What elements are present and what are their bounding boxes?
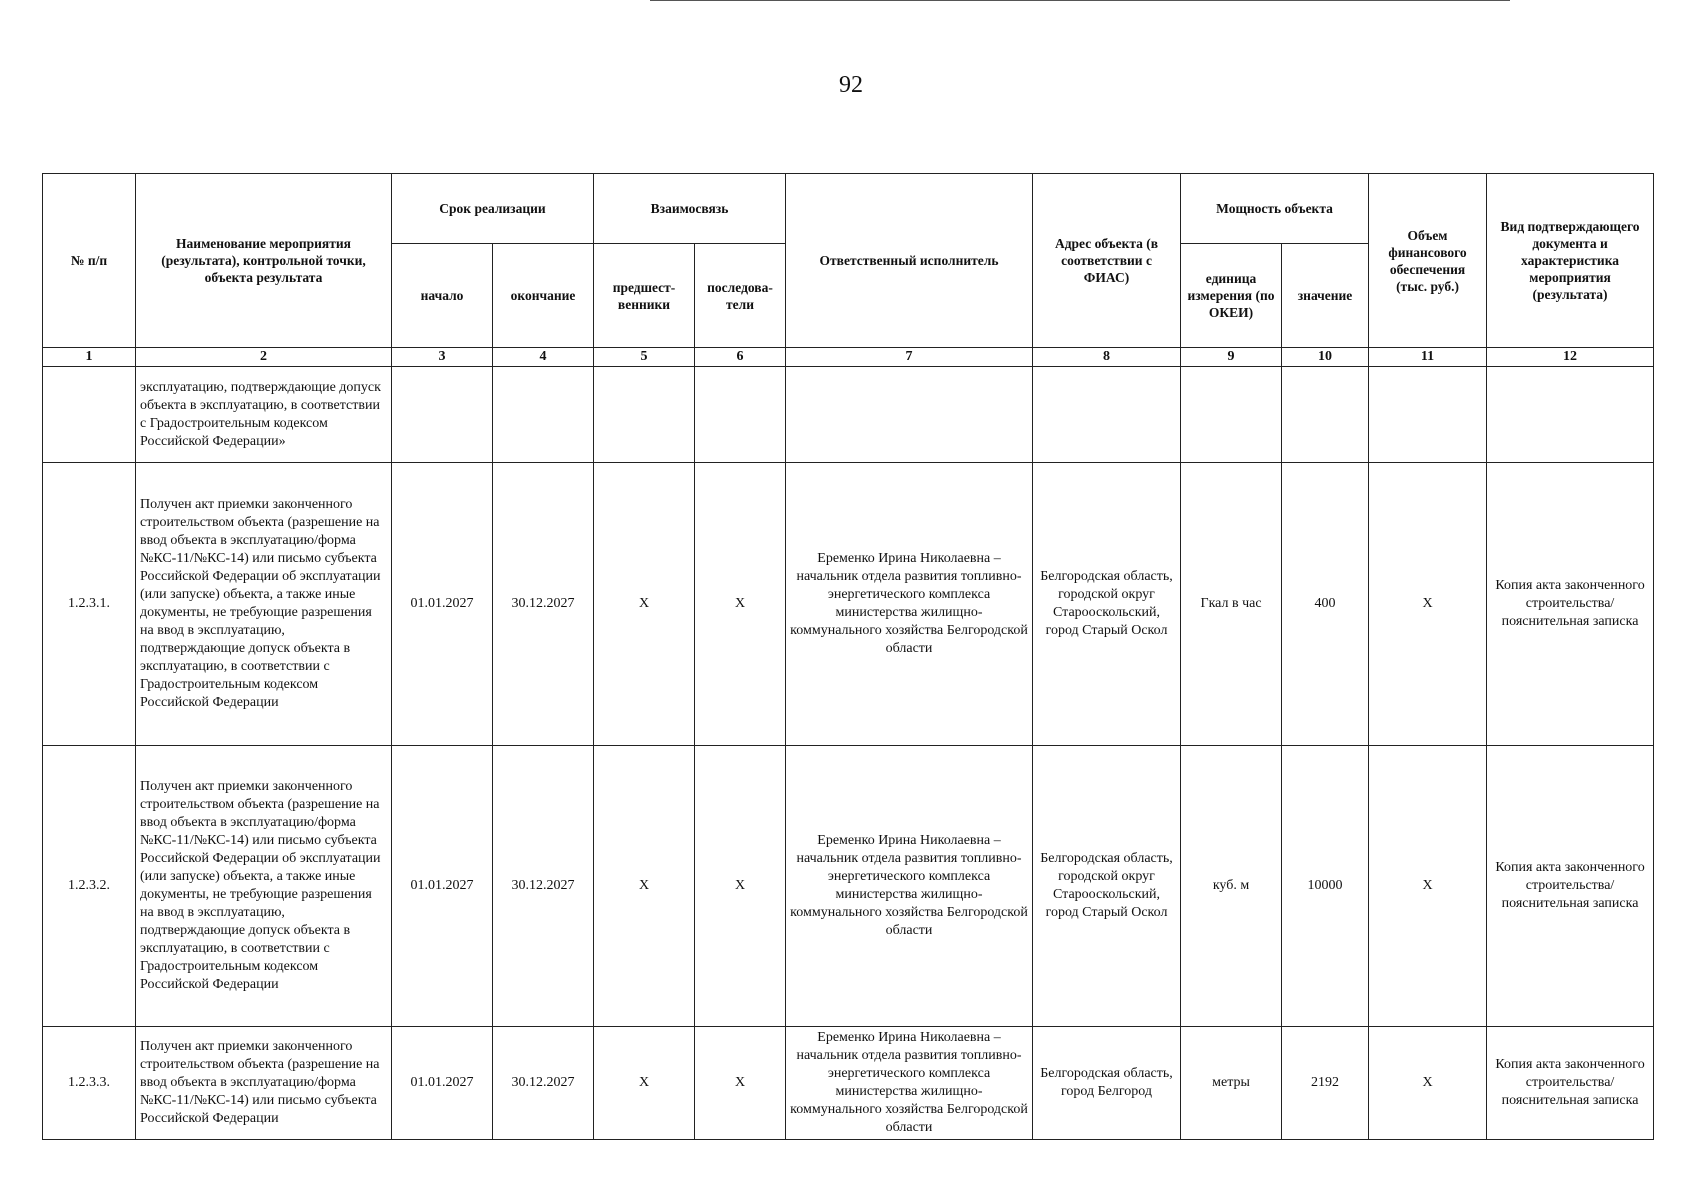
start-date: 01.01.2027 — [392, 463, 493, 746]
header-successors: последова-тели — [695, 244, 786, 348]
header-value: значение — [1282, 244, 1369, 348]
empty-cell — [493, 367, 594, 463]
end-date: 30.12.2027 — [493, 463, 594, 746]
predecessors-value: X — [594, 746, 695, 1027]
header-name: Наименование мероприятия (результата), контрольной точки, объекта результата — [136, 174, 392, 348]
header-period: Срок реализации — [392, 174, 594, 244]
column-numbers-row — [43, 348, 1654, 367]
header-num: № п/п — [43, 174, 136, 348]
row-number: 1.2.3.1. — [43, 463, 136, 746]
continuation-num-cell — [43, 367, 136, 463]
header-unit: единица измерения (по ОКЕИ) — [1181, 244, 1282, 348]
empty-cell — [695, 367, 786, 463]
end-date: 30.12.2027 — [493, 746, 594, 1027]
event-name: Получен акт приемки законченного строительством объекта (разрешение на ввод объекта в эксплуатацию/форма №КС-11/№КС-14) или письмо субъекта Российской Федерации об эксплуатации (или запуске) объекта, а также иные документы, не требующие разрешения на ввод в эксплуатацию, подтверждающие допуск объекта в эксплуатацию, в соответствии с Градостроительным кодексом Российской Федерации — [136, 463, 392, 746]
start-date: 01.01.2027 — [392, 746, 493, 1027]
header-document: Вид подтверждающего документа и характеристика мероприятия (результата) — [1487, 174, 1654, 348]
successors-value: X — [695, 463, 786, 746]
empty-cell — [786, 367, 1033, 463]
column-number: 8 — [1033, 348, 1181, 367]
responsible-executor: Еременко Ирина Николаевна – начальник отдела развития топливно-энергетического комплекса министерства жилищно-коммунального хозяйства Белгородской области — [786, 463, 1033, 746]
empty-cell — [594, 367, 695, 463]
empty-cell — [1181, 367, 1282, 463]
header-row-1 — [43, 174, 1654, 244]
column-number: 4 — [493, 348, 594, 367]
page-number: 92 — [839, 72, 863, 98]
empty-cell — [392, 367, 493, 463]
event-name: Получен акт приемки законченного строительством объекта (разрешение на ввод объекта в эксплуатацию/форма №КС-11/№КС-14) или письмо субъекта Российской Федерации — [136, 1027, 392, 1140]
object-address: Белгородская область, городской округ Старооскольский, город Старый Оскол — [1033, 746, 1181, 1027]
column-number: 6 — [695, 348, 786, 367]
column-number: 12 — [1487, 348, 1654, 367]
predecessors-value: X — [594, 463, 695, 746]
column-number: 7 — [786, 348, 1033, 367]
column-number: 11 — [1369, 348, 1487, 367]
events-table — [42, 173, 1654, 1140]
document-type: Копия акта законченного строительства/ пояснительная записка — [1487, 463, 1654, 746]
capacity-value: 2192 — [1282, 1027, 1369, 1140]
header-end: окончание — [493, 244, 594, 348]
header-capacity: Мощность объекта — [1181, 174, 1369, 244]
row-number: 1.2.3.3. — [43, 1027, 136, 1140]
capacity-unit: Гкал в час — [1181, 463, 1282, 746]
finance-value: X — [1369, 746, 1487, 1027]
empty-cell — [1369, 367, 1487, 463]
start-date: 01.01.2027 — [392, 1027, 493, 1140]
object-address: Белгородская область, город Белгород — [1033, 1027, 1181, 1140]
successors-value: X — [695, 1027, 786, 1140]
empty-cell — [1282, 367, 1369, 463]
responsible-executor: Еременко Ирина Николаевна – начальник отдела развития топливно-энергетического комплекса министерства жилищно-коммунального хозяйства Белгородской области — [786, 746, 1033, 1027]
finance-value: X — [1369, 463, 1487, 746]
column-number: 9 — [1181, 348, 1282, 367]
column-number: 5 — [594, 348, 695, 367]
column-number: 1 — [43, 348, 136, 367]
empty-cell — [1033, 367, 1181, 463]
end-date: 30.12.2027 — [493, 1027, 594, 1140]
header-predecessors: предшест-венники — [594, 244, 695, 348]
predecessors-value: X — [594, 1027, 695, 1140]
finance-value: X — [1369, 1027, 1487, 1140]
column-number: 3 — [392, 348, 493, 367]
column-number: 10 — [1282, 348, 1369, 367]
capacity-value: 400 — [1282, 463, 1369, 746]
empty-cell — [1487, 367, 1654, 463]
responsible-executor: Еременко Ирина Николаевна – начальник отдела развития топливно-энергетического комплекса министерства жилищно-коммунального хозяйства Белгородской области — [786, 1027, 1033, 1140]
document-type: Копия акта законченного строительства/ пояснительная записка — [1487, 746, 1654, 1027]
top-rule — [650, 0, 1510, 1]
capacity-value: 10000 — [1282, 746, 1369, 1027]
row-number: 1.2.3.2. — [43, 746, 136, 1027]
table-row — [43, 463, 1654, 746]
header-finance: Объем финансового обеспечения (тыс. руб.) — [1369, 174, 1487, 348]
column-number: 2 — [136, 348, 392, 367]
header-executor: Ответственный исполнитель — [786, 174, 1033, 348]
header-address: Адрес объекта (в соответствии с ФИАС) — [1033, 174, 1181, 348]
header-link: Взаимосвязь — [594, 174, 786, 244]
successors-value: X — [695, 746, 786, 1027]
table-row — [43, 1027, 1654, 1140]
object-address: Белгородская область, городской округ Старооскольский, город Старый Оскол — [1033, 463, 1181, 746]
capacity-unit: куб. м — [1181, 746, 1282, 1027]
table-row — [43, 746, 1654, 1027]
event-name: Получен акт приемки законченного строительством объекта (разрешение на ввод объекта в эксплуатацию/форма №КС-11/№КС-14) или письмо субъекта Российской Федерации об эксплуатации (или запуске) объекта, а также иные документы, не требующие разрешения на ввод в эксплуатацию, подтверждающие допуск объекта в эксплуатацию, в соответствии с Градостроительным кодексом Российской Федерации — [136, 746, 392, 1027]
document-type: Копия акта законченного строительства/ пояснительная записка — [1487, 1027, 1654, 1140]
continuation-row — [43, 367, 1654, 463]
capacity-unit: метры — [1181, 1027, 1282, 1140]
continuation-name: эксплуатацию, подтверждающие допуск объекта в эксплуатацию, в соответствии с Градостроительным кодексом Российской Федерации» — [136, 367, 392, 463]
header-start: начало — [392, 244, 493, 348]
